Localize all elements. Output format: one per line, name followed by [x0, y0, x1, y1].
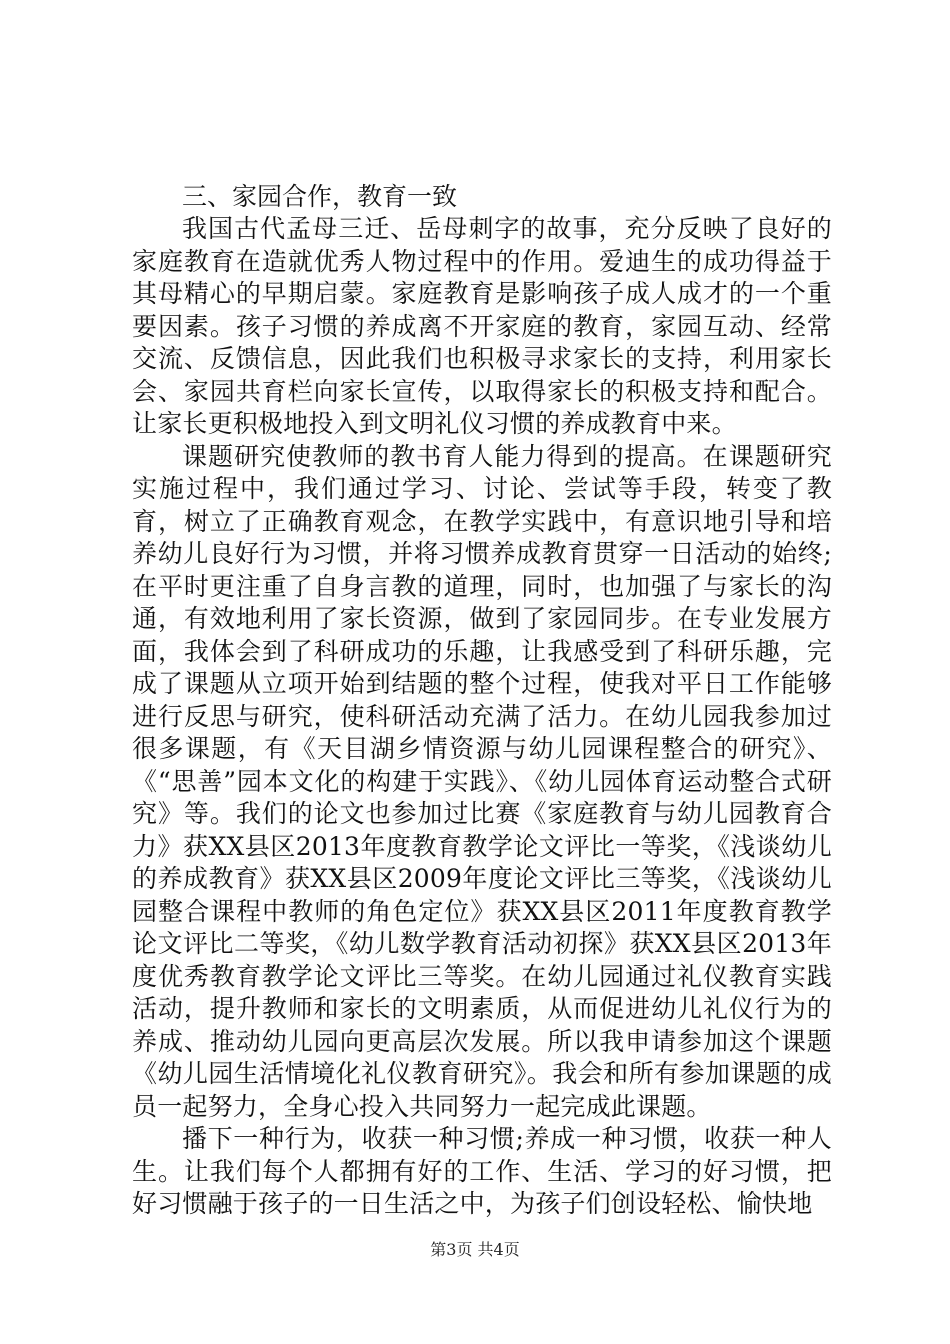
page-number-footer: 第3页 共4页: [430, 1240, 520, 1259]
paragraph-family-education: 我国古代孟母三迁、岳母刺字的故事，充分反映了良好的家庭教育在造就优秀人物过程中的作用。爱迪生的成功得益于其母精心的早期启蒙。家庭教育是影响孩子成人成才的一个重要因素。孩子习惯的养成离不开家庭的教育，家园互动、经常交流、反馈信息，因此我们也积极寻求家长的支持，利用家长会、家园共育栏向家长宣传，以取得家长的积极支持和配合。让家长更积极地投入到文明礼仪习惯的养成教育中来。: [132, 214, 832, 438]
paragraph-habits: 播下一种行为，收获一种习惯;养成一种习惯，收获一种人生。让我们每个人都拥有好的工作、生活、学习的好习惯，把好习惯融于孩子的一日生活之中，为孩子们创设轻松、愉快地: [132, 1124, 832, 1218]
paragraph-research-benefits: 课题研究使教师的教书育人能力得到的提高。在课题研究实施过程中，我们通过学习、讨论、尝试等手段，转变了教育，树立了正确教育观念，在教学实践中，有意识地引导和培养幼儿良好行为习惯，并将习惯养成教育贯穿一日活动的始终;在平时更注重了自身言教的道理，同时，也加强了与家长的沟通，有效地利用了家长资源，做到了家园同步。在专业发展方面，我体会到了科研成功的乐趣，让我感受到了科研乐趣，完成了课题从立项开始到结题的整个过程，使我对平日工作能够进行反思与研究，使科研活动充满了活力。在幼儿园我参加过很多课题，有《天目湖乡情资源与幼儿园课程整合的研究》、《“思善”园本文化的构建于实践》、《幼儿园体育运动整合式研究》等。我们的论文也参加过比赛《家庭教育与幼儿园教育合力》获XX县区2013年度教育教学论文评比一等奖，《浅谈幼儿的养成教育》获XX县区2009年度论文评比三等奖，《浅谈幼儿园整合课程中教师的角色定位》获XX县区2011年度教育教学论文评比二等奖，《幼儿数学教育活动初探》获XX县区2013年度优秀教育教学论文评比三等奖。在幼儿园通过礼仪教育实践活动，提升教师和家长的文明素质，从而促进幼儿礼仪行为的养成、推动幼儿园向更高层次发展。所以我申请参加这个课题《幼儿园生活情境化礼仪教育研究》。我会和所有参加课题的成员一起努力，全身心投入共同努力一起完成此课题。: [132, 441, 832, 1121]
document-body: [132, 180, 832, 1221]
section-heading: 三、家园合作，教育一致: [182, 182, 458, 211]
